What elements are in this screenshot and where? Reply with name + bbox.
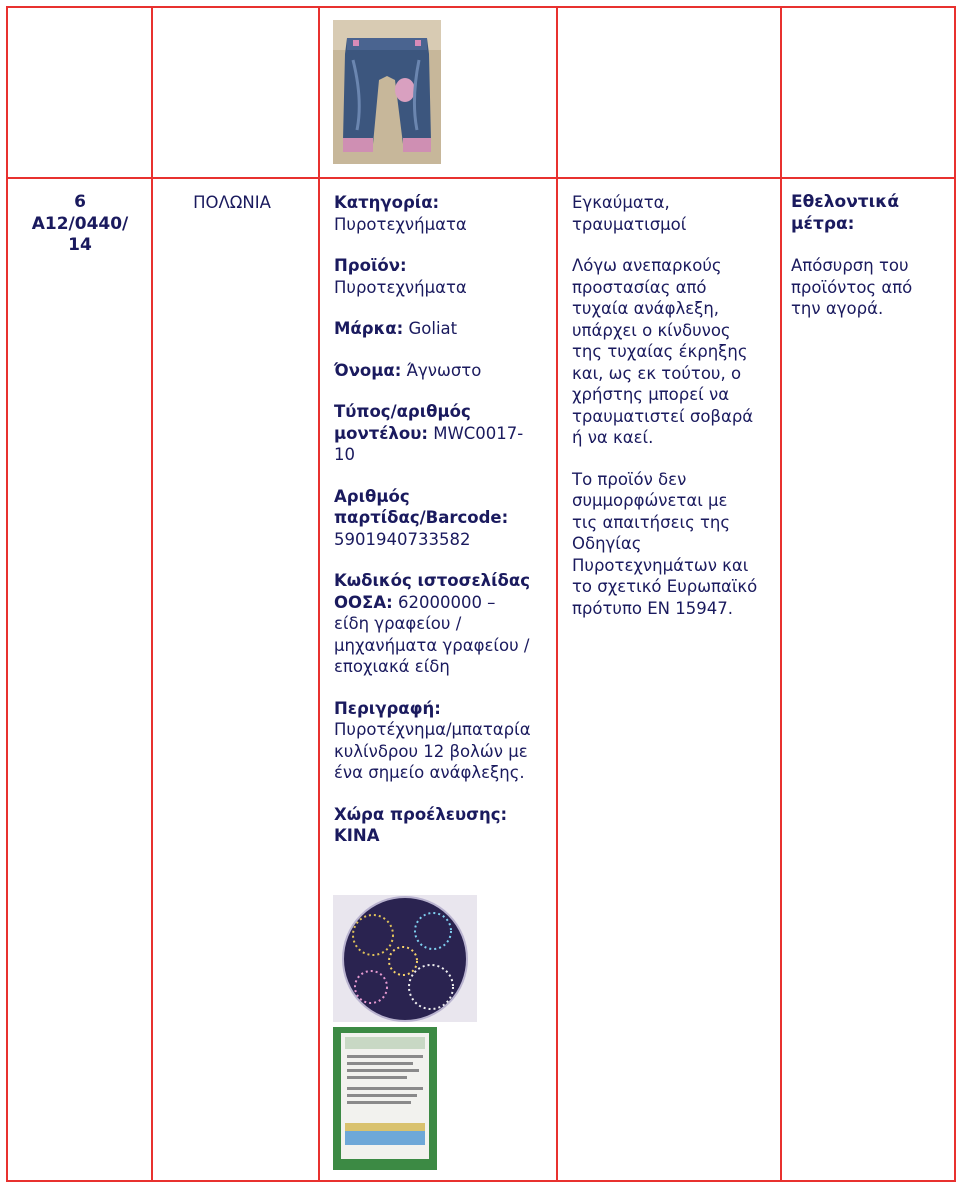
measures-value: Απόσυρση του προϊόντος από την αγορά.	[791, 256, 913, 318]
barcode-value: 5901940733582	[334, 529, 471, 549]
oecd-code: 62000000 –	[397, 592, 496, 612]
table-border	[954, 6, 956, 1182]
table-border	[6, 1180, 956, 1182]
model-label-line2: μοντέλου:	[334, 423, 428, 443]
risk-description: Λόγω ανεπαρκούς προστασίας από τυχαία ανάφλεξη, υπάρχει ο κίνδυνος της τυχαίας έκρηξης και, ως εκ τούτου, ο χρήστης μπορεί να τραυματιστεί σοβαρά ή να καεί.	[572, 256, 754, 447]
measures-label: Εθελοντικά μέτρα:	[791, 192, 900, 234]
risk-type: Εγκαύματα, τραυματισμοί	[572, 193, 687, 234]
description-label: Περιγραφή:	[334, 698, 441, 718]
model-value-line2: 10	[334, 445, 355, 464]
name-label: Όνομα:	[334, 360, 402, 380]
oecd-desc: είδη γραφείου / μηχανήματα γραφείου / εποχιακά είδη	[334, 614, 530, 676]
category-value: Πυροτεχνήματα	[334, 214, 467, 234]
table-border	[780, 6, 782, 1182]
row-index: 6	[74, 192, 86, 212]
table-border	[6, 6, 956, 8]
country-cell	[152, 192, 312, 214]
model-label-line1: Τύπος/αριθμός	[334, 402, 471, 421]
oecd-label-line1: Κωδικός ιστοσελίδας	[334, 571, 530, 590]
table-border	[318, 6, 320, 1182]
firework-label-photo	[333, 1027, 437, 1170]
barcode-label: Αριθμός παρτίδας/Barcode:	[334, 486, 509, 527]
oecd-label-line2: ΟΟΣΑ:	[334, 592, 393, 612]
risk-compliance: Το προϊόν δεν συμμορφώνεται με τις απαιτήσεις της Οδηγίας Πυροτεχνημάτων και το σχετικό Ευρωπαϊκό πρότυπο EN 15947.	[572, 469, 758, 618]
table-border	[6, 177, 956, 179]
brand-label: Μάρκα:	[334, 319, 404, 338]
jeans-photo	[333, 20, 441, 164]
risk-details	[572, 192, 777, 639]
product-details	[334, 192, 550, 867]
product-value: Πυροτεχνήματα	[334, 277, 467, 297]
name-value: Άγνωστο	[406, 360, 482, 380]
country: ΠΟΛΩΝΙΑ	[193, 193, 271, 212]
model-value-line1: MWC0017-	[433, 423, 524, 443]
table-border	[6, 6, 8, 1182]
brand-value: Goliat	[408, 319, 458, 338]
origin-label: Χώρα προέλευσης:	[334, 804, 508, 824]
description-value: Πυροτέχνημα/μπαταρία κυλίνδρου 12 βολών με ένα σημείο ανάφλεξης.	[334, 720, 531, 782]
table-border	[151, 6, 153, 1182]
row-number	[14, 192, 146, 257]
origin-value: ΚΙΝΑ	[334, 826, 380, 845]
firework-top-photo	[333, 895, 477, 1022]
table-border	[556, 6, 558, 1182]
row-reference: A12/0440/ 14	[31, 213, 129, 255]
measures-details	[791, 192, 951, 320]
category-label: Κατηγορία:	[334, 193, 440, 212]
product-label: Προϊόν:	[334, 256, 407, 275]
